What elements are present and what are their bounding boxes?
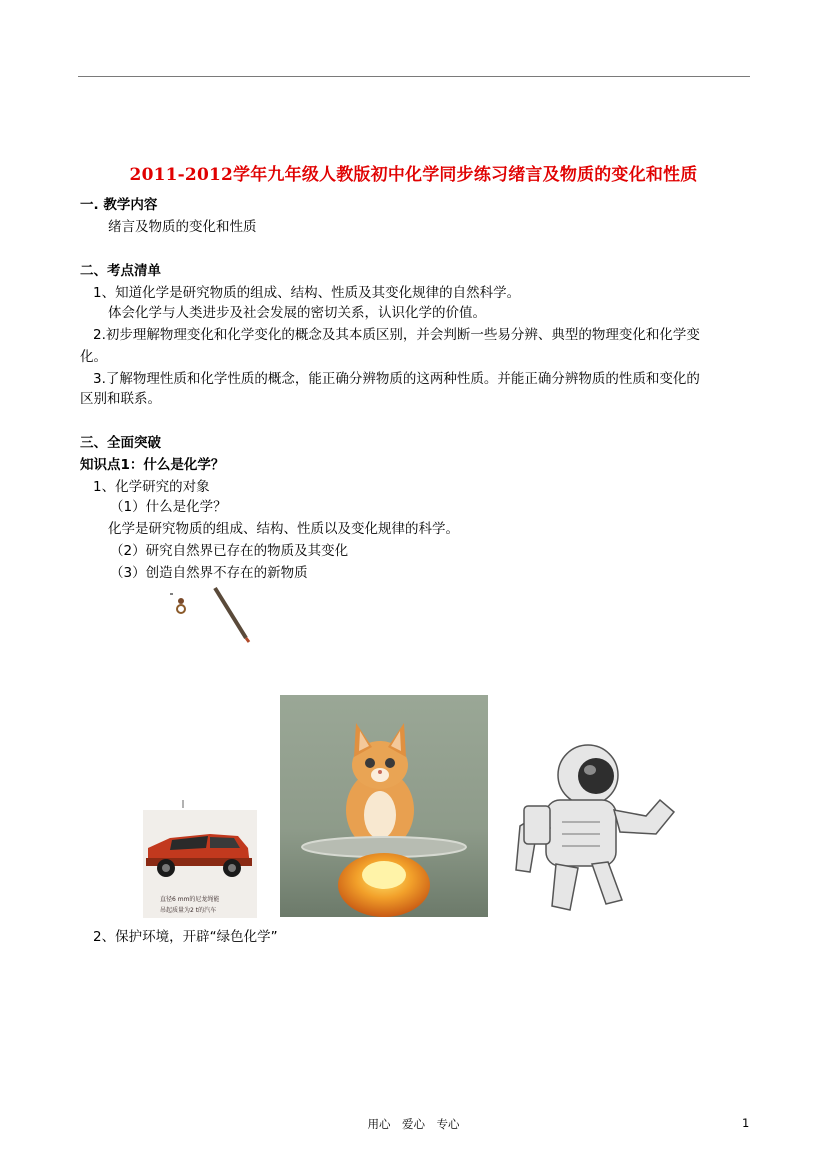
section-2-heading: 二、考点清单 [80, 263, 161, 279]
section-2-item-2: 2.初步理解物理变化和化学变化的概念及其本质区别，并会判断一些易分辨、典型的物理变化和化学变 [93, 327, 700, 343]
astronaut-image [510, 730, 690, 920]
section-2-item-3: 3.了解物理性质和化学性质的概念，能正确分辨物质的这两种性质。并能正确分辨物质的性质和变化的 [93, 371, 700, 387]
page-number: 1 [742, 1116, 750, 1130]
section-2-item-1b: 体会化学与人类进步及社会发展的密切关系，认识化学的价值。 [108, 305, 486, 321]
car-suspended-image [140, 800, 260, 920]
kp1-point-2: （2）研究自然界已存在的物质及其变化 [110, 543, 349, 559]
section-1-heading: 一. 教学内容 [80, 197, 158, 213]
kp1-definition: 化学是研究物质的组成、结构、性质以及变化规律的科学。 [108, 521, 459, 537]
chem-fragment-image [168, 586, 258, 646]
section-2-item-2-cont: 化。 [80, 349, 107, 365]
knowledge-point-1-heading: 知识点1：什么是化学？ [80, 457, 225, 473]
document-title: 2011-2012学年九年级人教版初中化学同步练习绪言及物质的变化和性质 [129, 165, 698, 185]
footer-motto: 用心 爱心 专心 [367, 1117, 460, 1131]
kp1-item-1: 1、化学研究的对象 [93, 479, 210, 495]
section-3-heading: 三、全面突破 [80, 435, 161, 451]
section-1-text: 绪言及物质的变化和性质 [108, 219, 257, 235]
header-rule [78, 76, 750, 77]
kp1-point-3: （3）创造自然界不存在的新物质 [110, 565, 308, 581]
section-2-item-1: 1、知道化学是研究物质的组成、结构、性质及其变化规律的自然科学。 [93, 285, 521, 301]
car-caption-line-2: 吊起质量为2 t的汽车 [160, 907, 217, 914]
kp1-item-2: 2、保护环境，开辟“绿色化学” [93, 929, 278, 945]
car-caption-line-1: 直径6 mm的尼龙绳能 [160, 896, 220, 903]
kp1-question: （1）什么是化学？ [110, 499, 227, 515]
kitten-on-plate-image [280, 695, 488, 917]
section-2-item-3-cont: 区别和联系。 [80, 391, 161, 407]
